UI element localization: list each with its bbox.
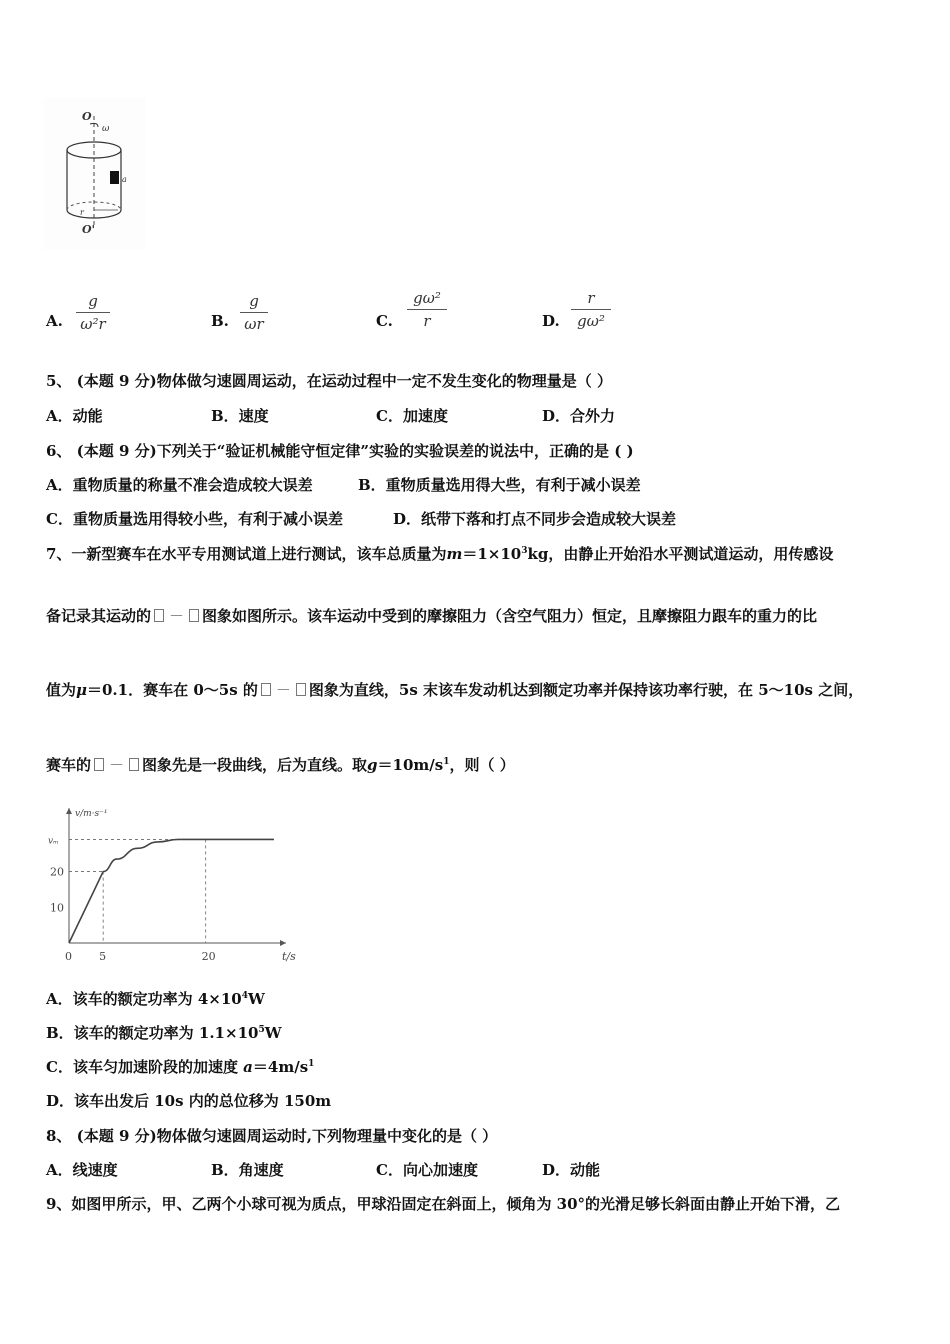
axis-top-label: O <box>82 110 92 123</box>
q4-option-b-fraction: g ωr <box>240 292 268 333</box>
vt-series-line <box>69 839 274 943</box>
x-tick-5: 5 <box>99 950 107 963</box>
q7-option-c: C．该车匀加速阶段的加速度 $a=4m/s^1$ <box>46 1058 315 1076</box>
block-label: a <box>122 175 127 184</box>
q8-option-c: C．向心加速度 <box>376 1161 478 1179</box>
q4-option-d-fraction: r gω² <box>571 289 611 330</box>
q4-option-c-letter: C. <box>376 312 393 330</box>
q4-option-c-fraction: gω² r <box>407 289 447 330</box>
q7-option-d: D．该车出发后 10s 内的总位移为 150m <box>46 1092 332 1110</box>
x-axis-arrow <box>280 940 286 946</box>
rotating-cylinder-figure <box>44 98 146 250</box>
axis-bottom-label: O' <box>82 223 95 236</box>
q7-line-1: 7、一新型赛车在水平专用测试道上进行测试，该车总质量为$m=1\times 10^3kg$，由静止开始沿水平测试道运动，用传感设 <box>46 545 834 563</box>
x-tick-20: 20 <box>201 950 216 963</box>
vt-chart <box>44 800 294 972</box>
q6-option-a: A．重物质量的称量不准会造成较大误差 <box>46 476 313 494</box>
block-a <box>110 171 119 184</box>
q7-option-b: B．该车的额定功率为 $1.1\times 10^5W$ <box>46 1024 282 1042</box>
q7-line-3: 值为μ＝0.1．赛车在 0～5s 的 － 图象为直线，5s 末该车发动机达到额定功率并保持该功率行驶，在 5～10s 之间， <box>46 681 864 699</box>
q8-option-a: A．线速度 <box>46 1161 118 1179</box>
y-axis-label: v/m·s⁻¹ <box>75 809 108 819</box>
q4-option-a-letter: A. <box>46 312 63 330</box>
q8-stem: 8、 (本题 9 分)物体做匀速圆周运动时,下列物理量中变化的是（ ） <box>46 1127 498 1145</box>
q6-stem: 6、 (本题 9 分)下列关于“验证机械能守恒定律”实验的实验误差的说法中，正确的是 ( ) <box>46 442 634 460</box>
y-tick-10: 10 <box>50 901 64 915</box>
y-axis-arrow <box>66 808 72 814</box>
x-axis-label: t/s <box>282 950 296 963</box>
q5-option-b: B．速度 <box>211 407 269 425</box>
q7-line-2: 备记录其运动的 － 图象如图所示。该车运动中受到的摩擦阻力（含空气阻力）恒定，且摩擦阻力跟车的重力的比 <box>46 607 818 625</box>
q6-option-b: B．重物质量选用得大些，有利于减小误差 <box>358 476 641 494</box>
radius-label: r <box>80 208 84 217</box>
q7-line-4: 赛车的 － 图象先是一段曲线，后为直线。取$g=10m/s^1$，则（ ） <box>46 756 515 774</box>
q4-option-b-letter: B. <box>211 312 229 330</box>
y-tick-vm: vₘ <box>48 836 59 847</box>
q6-option-d: D．纸带下落和打点不同步会造成较大误差 <box>393 510 677 528</box>
q7-option-a: A．该车的额定功率为 $4\times 10^4W$ <box>46 990 265 1008</box>
q4-option-d-letter: D. <box>542 312 560 330</box>
q5-stem: 5、 (本题 9 分)物体做匀速圆周运动，在运动过程中一定不发生变化的物理量是（ ） <box>46 372 612 390</box>
q5-option-a: A．动能 <box>46 407 103 425</box>
x-tick-0: 0 <box>65 950 72 963</box>
q6-option-c: C．重物质量选用得较小些，有利于减小误差 <box>46 510 343 528</box>
y-tick-20: 20 <box>50 865 64 879</box>
q5-option-c: C．加速度 <box>376 407 448 425</box>
omega-label: ω <box>102 124 110 134</box>
q9-stem: 9、如图甲所示，甲、乙两个小球可视为质点，甲球沿固定在斜面上，倾角为 30°的光滑足够长斜面由静止开始下滑，乙 <box>46 1195 841 1213</box>
q8-option-d: D．动能 <box>542 1161 601 1179</box>
q5-option-d: D．合外力 <box>542 407 616 425</box>
q4-option-a-fraction: g ω²r <box>76 292 110 333</box>
q8-option-b: B．角速度 <box>211 1161 284 1179</box>
